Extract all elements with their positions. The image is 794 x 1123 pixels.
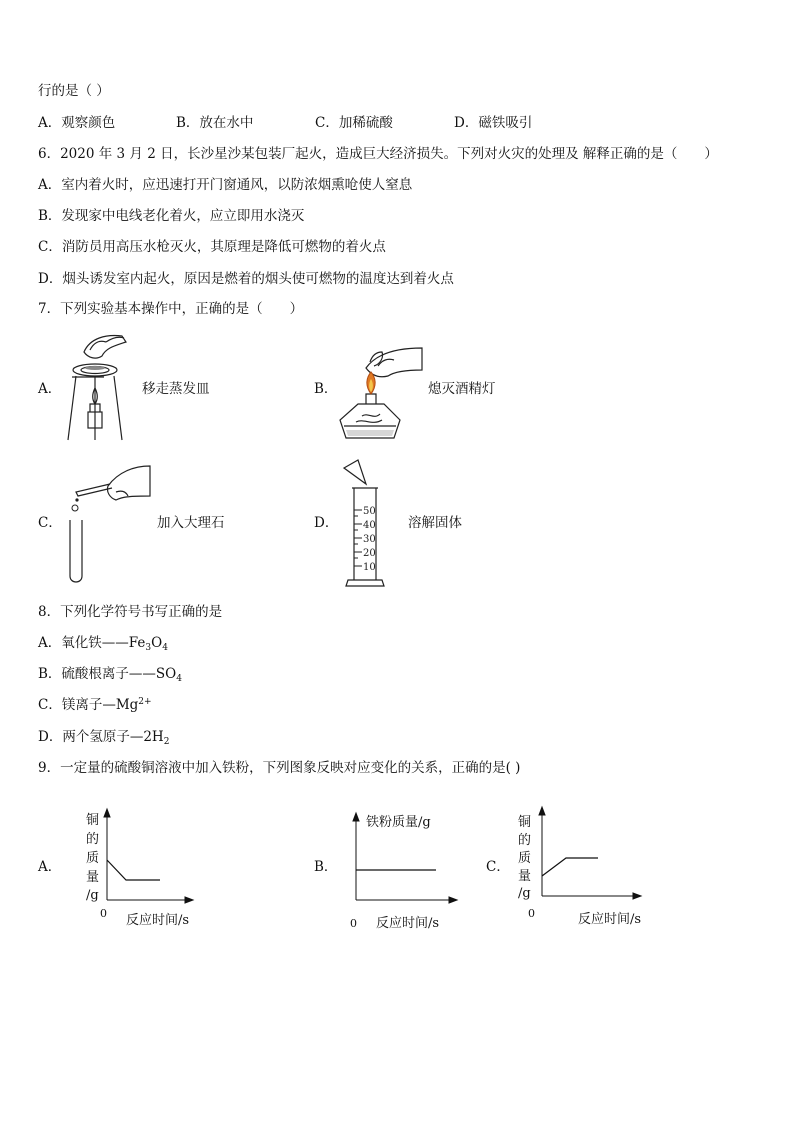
cylinder-mark-30: 30: [363, 534, 376, 545]
q6-option-c[interactable]: C．消防员用高压水枪灭火，其原理是降低可燃物的着火点: [38, 239, 386, 255]
q8-option-c[interactable]: [38, 696, 152, 714]
q6-option-b[interactable]: B．发现家中电线老化着火，应立即用水浇灭: [38, 208, 305, 224]
graph-b-xlabel: 反应时间/s: [376, 916, 440, 931]
alcohol-lamp-illustration: [336, 342, 426, 442]
q6-option-a[interactable]: A．室内着火时，应迅速打开门窗通风，以防浓烟熏呛使人窒息: [38, 177, 413, 193]
graph-c-ylabel-4: 量: [518, 869, 532, 884]
q6-option-d[interactable]: D．烟头诱发室内起火，原因是燃着的烟头使可燃物的温度达到着火点: [38, 271, 454, 287]
graph-a-ylabel-5: /g: [86, 888, 99, 903]
graph-b: [340, 806, 470, 932]
q8-a-sub1: 3: [145, 643, 152, 653]
q5-stem-tail: 行的是（ ）: [38, 83, 110, 99]
q8-c-sup: 2+: [138, 697, 152, 707]
q8-option-b[interactable]: [38, 665, 182, 683]
evaporating-dish-illustration: [60, 332, 130, 448]
graph-a-ylabel-3: 质: [86, 851, 100, 866]
graph-c-ylabel-3: 质: [518, 851, 532, 866]
graph-b-y-arrow: [353, 813, 359, 821]
graph-a-y-arrow: [104, 809, 110, 817]
q9-stem: 9．一定量的硫酸铜溶液中加入铁粉，下列图象反映对应变化的关系，正确的是( ): [38, 760, 521, 776]
q6-stem: 6．2020 年 3 月 2 日，长沙星沙某包装厂起火，造成巨大经济损失。下列对火灾的处理及 解释正确的是（ ）: [38, 146, 718, 162]
graph-c-x-arrow: [633, 893, 641, 899]
graph-a-origin: 0: [100, 907, 107, 920]
q7-option-d-letter[interactable]: D．: [314, 515, 339, 531]
q8-c-text: C．镁离子—Mg: [38, 697, 139, 713]
graph-b-ylabel: 铁粉质量/g: [366, 815, 431, 830]
graph-c-ylabel-5: /g: [518, 886, 531, 901]
graph-a: [80, 808, 200, 932]
graph-c-origin: 0: [528, 907, 535, 920]
q8-d-sub: 2: [163, 737, 170, 747]
q8-a-text: A．氧化铁——Fe: [38, 635, 146, 651]
q5-option-a[interactable]: A．观察颜色: [38, 115, 116, 131]
q9-graph-b-letter[interactable]: B．: [314, 859, 338, 875]
cylinder-mark-20: 20: [363, 548, 376, 559]
q7-option-d-caption: 溶解固体: [408, 515, 462, 531]
graduated-cylinder-illustration: [344, 458, 390, 590]
q8-b-sub: 4: [176, 674, 182, 684]
q8-option-a[interactable]: [38, 634, 168, 652]
cylinder-mark-40: 40: [363, 520, 376, 531]
graph-a-ylabel-2: 的: [86, 832, 100, 847]
q7-option-b-caption: 熄灭酒精灯: [428, 381, 496, 397]
q8-stem: 8．下列化学符号书写正确的是: [38, 604, 223, 620]
graph-c-series-line: [542, 858, 598, 876]
q8-a-sub2: 4: [162, 643, 168, 653]
q5-option-b[interactable]: B．放在水中: [176, 115, 254, 131]
graph-a-ylabel-1: 铜: [86, 813, 100, 828]
graph-c-ylabel-1: 铜: [518, 815, 532, 830]
q8-d-text: D．两个氢原子—2H: [38, 729, 164, 745]
graph-c-xlabel: 反应时间/s: [578, 912, 642, 927]
q8-option-d[interactable]: [38, 728, 169, 746]
q8-a-mid: O: [151, 635, 163, 651]
q7-option-c-letter[interactable]: C．: [38, 515, 62, 531]
graph-c-y-arrow: [539, 807, 545, 815]
q7-option-b-letter[interactable]: B．: [314, 381, 338, 397]
q5-option-c[interactable]: C．加稀硫酸: [315, 115, 393, 131]
q7-option-c-caption: 加入大理石: [157, 515, 225, 531]
q7-option-a-letter[interactable]: A．: [38, 381, 62, 397]
q9-graph-a-letter[interactable]: A．: [38, 859, 62, 875]
q5-option-d[interactable]: D．磁铁吸引: [454, 115, 533, 131]
graph-c-ylabel-2: 的: [518, 833, 532, 848]
cylinder-mark-50: 50: [363, 506, 376, 517]
graph-a-ylabel-4: 量: [86, 870, 100, 885]
graph-c: [510, 804, 660, 930]
graph-b-x-arrow: [449, 897, 457, 903]
test-tube-marble-illustration: [64, 462, 154, 588]
q7-stem: 7．下列实验基本操作中，正确的是（ ）: [38, 301, 304, 317]
q7-option-a-caption: 移走蒸发皿: [142, 381, 210, 397]
cylinder-mark-10: 10: [363, 562, 376, 573]
graph-a-xlabel: 反应时间/s: [126, 913, 190, 928]
q9-graph-c-letter[interactable]: C．: [486, 859, 510, 875]
graph-a-x-arrow: [185, 897, 193, 903]
graph-b-origin: 0: [350, 917, 357, 930]
q8-b-text: B．硫酸根离子——SO: [38, 666, 177, 682]
graph-a-series-line: [107, 860, 160, 880]
